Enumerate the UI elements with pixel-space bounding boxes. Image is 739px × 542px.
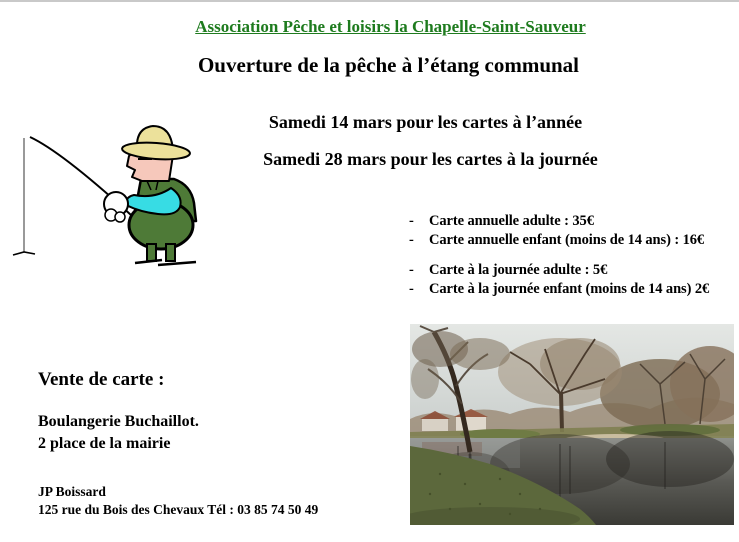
date-day-cards: Samedi 28 mars pour les cartes à la journée xyxy=(263,149,598,169)
foot-shadow-right xyxy=(158,262,196,265)
association-title-text: Association Pêche et loisirs la Chapelle-Saint-Sauveur xyxy=(195,17,586,36)
price-item-annual-child xyxy=(406,231,739,250)
date-year-cards: Samedi 14 mars pour les cartes à l’année xyxy=(268,112,583,132)
fisherman-clipart xyxy=(0,118,215,270)
pond-photo xyxy=(410,324,734,525)
bakery-name: Boulangerie Buchaillot. xyxy=(38,413,199,430)
price-text: Carte annuelle adulte : 35€ xyxy=(429,213,594,229)
price-bullet: - xyxy=(409,213,414,229)
tree-reflection2 xyxy=(606,431,734,487)
center-canopy2 xyxy=(540,338,620,390)
price-bullet: - xyxy=(409,232,414,248)
price-item-annual-adult xyxy=(406,212,739,231)
twig-cluster2 xyxy=(450,338,510,370)
contact-block xyxy=(38,483,318,519)
price-bullet: - xyxy=(409,281,414,297)
bakery-address: 2 place de la mairie xyxy=(38,435,171,452)
fishing-line-end xyxy=(13,252,35,255)
sales-heading: Vente de carte : xyxy=(38,369,165,390)
hand-knuckle2 xyxy=(115,212,125,222)
price-text: Carte annuelle enfant (moins de 14 ans) : 16€ xyxy=(429,232,705,248)
twig-cluster3 xyxy=(411,359,439,399)
price-list xyxy=(406,208,739,299)
price-text: Carte à la journée adulte : 5€ xyxy=(429,262,608,278)
contact-address: 125 rue du Bois des Chevaux Tél : 03 85 74 50 49 xyxy=(38,502,319,517)
association-title xyxy=(21,17,739,37)
leg-right xyxy=(166,244,175,261)
event-title: Ouverture de la pêche à l’étang communal xyxy=(197,53,580,77)
price-text: Carte à la journée enfant (moins de 14 ans) 2€ xyxy=(429,281,710,297)
leg-left xyxy=(147,244,156,261)
price-item-daily-child xyxy=(406,280,739,299)
price-item-daily-adult xyxy=(406,261,739,280)
center-trunk xyxy=(561,392,562,432)
bakery-block xyxy=(38,411,199,455)
foot-shadow-left xyxy=(135,260,162,263)
top-border-line xyxy=(0,0,739,2)
contact-name: JP Boissard xyxy=(38,484,106,499)
price-bullet: - xyxy=(409,262,414,278)
